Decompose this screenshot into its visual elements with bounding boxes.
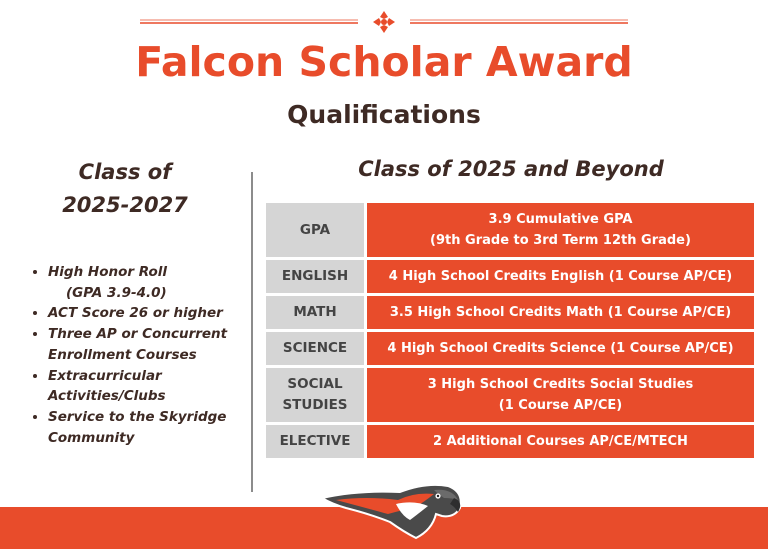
header-ornament <box>140 10 628 36</box>
list-item-text: Extracurricular Activities/Clubs <box>48 367 166 405</box>
list-item-text: Service to the Skyridge Community <box>48 408 227 446</box>
category-cell <box>266 368 367 422</box>
category-cell: GPA <box>266 203 367 257</box>
requirement-cell <box>367 203 754 257</box>
list-item <box>48 324 273 365</box>
category-cell: MATH <box>266 296 367 329</box>
category-cell: ELECTIVE <box>266 425 367 458</box>
requirement-cell: 4 High School Credits Science (1 Course AP/CE) <box>367 332 754 365</box>
column-divider <box>251 172 253 492</box>
list-item <box>48 303 273 324</box>
list-item <box>48 407 273 448</box>
table-row <box>266 296 754 329</box>
list-item <box>48 366 273 407</box>
requirement-cell <box>367 368 754 422</box>
right-heading: Class of 2025 and Beyond <box>358 157 664 181</box>
requirement-cell: 2 Additional Courses AP/CE/MTECH <box>367 425 754 458</box>
category-cell: SCIENCE <box>266 332 367 365</box>
requirement-line: (9th Grade to 3rd Term 12th Grade) <box>430 233 691 248</box>
category-line: SOCIAL <box>287 376 343 392</box>
page-subtitle: Qualifications <box>287 100 481 129</box>
fleur-cross-icon <box>373 11 395 33</box>
falcon-logo-icon <box>318 474 468 542</box>
requirement-cell: 4 High School Credits English (1 Course AP/CE) <box>367 260 754 293</box>
list-item-text: High Honor Roll <box>48 264 167 280</box>
requirements-table <box>266 200 754 461</box>
page-title: Falcon Scholar Award <box>135 38 633 86</box>
left-heading <box>20 156 230 222</box>
table-row <box>266 425 754 458</box>
requirement-line: 3.9 Cumulative GPA <box>488 212 633 227</box>
left-heading-line1: Class of <box>78 160 172 184</box>
list-item-text: ACT Score 26 or higher <box>48 305 223 322</box>
list-item-text: Three AP or Concurrent Enrollment Courses <box>48 326 228 363</box>
requirement-cell: 3.5 High School Credits Math (1 Course AP/CE) <box>367 296 754 329</box>
list-item-subtext: (GPA 3.9-4.0) <box>66 284 167 301</box>
table-row <box>266 203 754 257</box>
list-item <box>48 262 273 303</box>
category-cell: ENGLISH <box>266 260 367 293</box>
category-line: STUDIES <box>282 397 348 413</box>
qualification-list <box>30 262 273 448</box>
table-row <box>266 260 754 293</box>
table-row <box>266 332 754 365</box>
table-row <box>266 368 754 422</box>
requirement-line: 3 High School Credits Social Studies <box>427 377 694 392</box>
requirement-line: (1 Course AP/CE) <box>498 398 623 413</box>
left-heading-line2: 2025-2027 <box>62 193 188 217</box>
